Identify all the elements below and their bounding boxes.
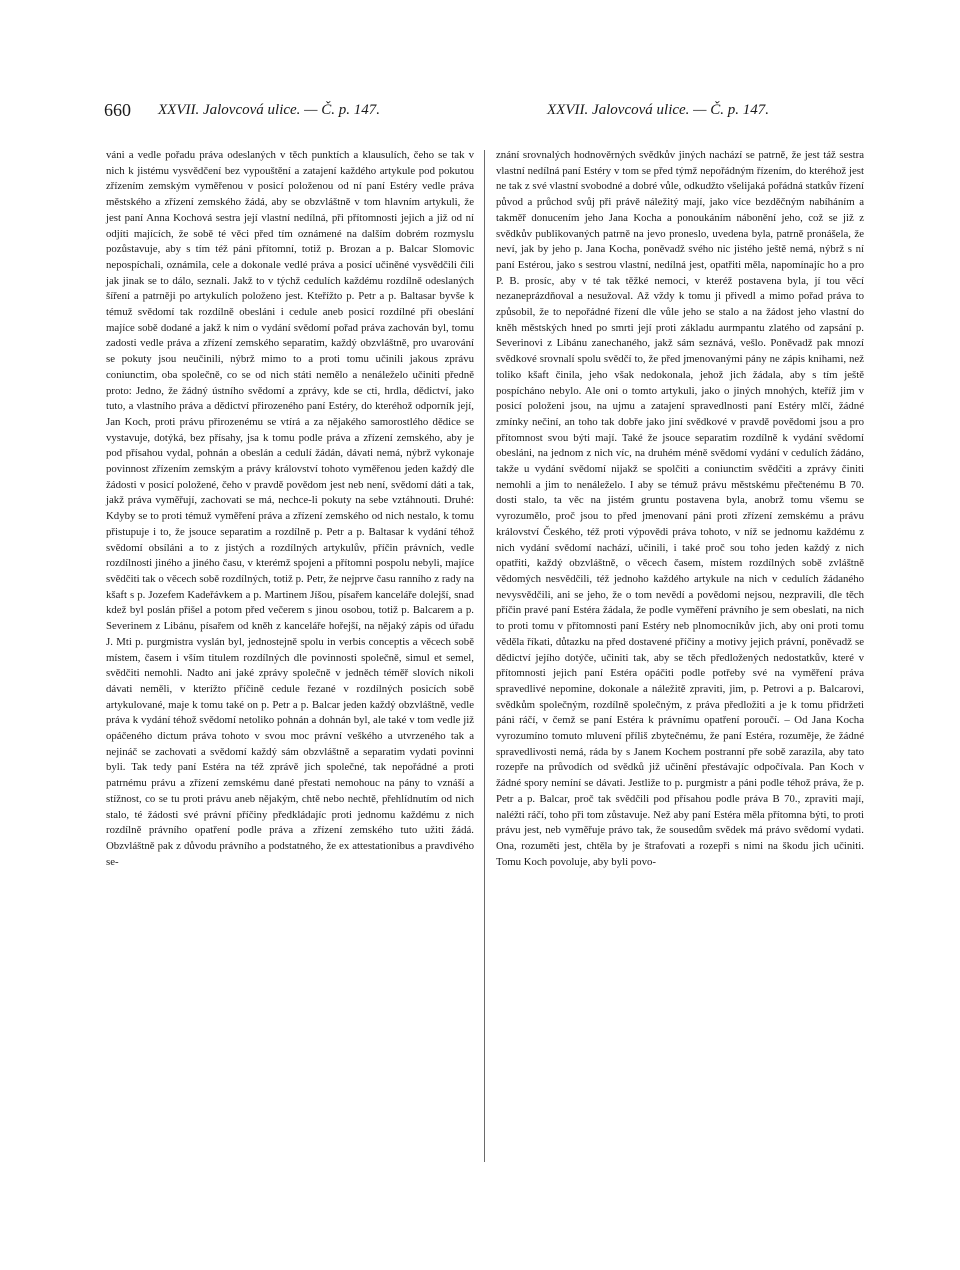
left-column-text: váni a vedle pořadu práva odeslaných v těch punktích a klausulích, čeho se tak v nich k jistému vysvědčení bez vypouštění a zatajení každého artykule pod pokutou zřízením zemským vyměřenou v posicí položenou od ní paní Estéry vedle práva městského a zřízení zemského žádá, aby se obzvláštně v tom hlavním artykuli, že jest paní Anna Kochová sestra její vlastní nedílná, při přítomnosti jejich a již od ní odjíti majících, že sobě té věci před tím oznámené na dalším dobrém rozmyslu pozůstavuje, aby s tím též páni přítomní, totiž p. Brozan a p. Balcar Slomovic nepospíchali, oznámila, cele a dokonale vedlé práva a posicí učiněné vysvědčili čili jak jinak se to dálo, seznali. Jakž to v týchž cedulích každému rozdílně odeslaných šíření a patrněji po artykulích položeno jest. Kteřížto p. Petr a p. Baltasar byvše k témuž svědomí tak rozdílně obesláni i cedule aneb posicí rozdílné při obeslání majíce sobě dodané a jakž k nim o vydání svědomí pořad práva zachován byl, tomu zadosti vedle práva a zřízení zemského separatim, každý obzvláštně, pro uvarování se pokuty jsou neučinili, nýbrž mimo to a proti tomu učinili jakous zprávu coniunctim, oba společně, co se od nich státi nemělo a nenáleželo učiniti předně proto: Jedno, že žádný ústního svědomí a zprávy, kde se cti, hrdla, dědictví, jako tuto, a vlastního práva a dědictví přirozeného paní Estéry, do kteréhož odporník její, Jan Koch, proti právu přirozenému se vtírá a za nějakého samorostlého dědice se vystavuje, dotýká, bez přísahy, jsa k tomu podle práva a zřízení zemského, aby je pod přísahou vydal, pohnán a obeslán a cedulí žádán, dávati nemá, nýbrž vykonaje povinnost zřízením zemským a právy království tohoto vyměřenou jeden každý dle žádosti v posicí položené, čeho v pravdě povědom jest neb není, svědomí dáti a tak, jakž práva vyměřují, zachovati se má, nechce-li pokuty na sebe vztáhnouti. Druhé: Kdyby se to proti témuž vyměření práva a zřízení zemského od nich nestalo, k tomu přistupuje i to, že jsouce separatim a rozdílně p. Petr a p. Baltasar k vydání téhož svědomí obsíláni a to z jistých a rozdílných artykulův, příčin právních, vedle rozdílnosti jiného a jiného času, v kterémž spojeni a přítomni pospolu nebyli, majíce svědčiti tak o věcech sobě rozdílných, totiž p. Petr, že nejprve času ranního z rady na kšaft s p. Jozefem Kadeřávkem a p. Martinem Jíšou, písařem kanceláře dolejší, snad kdež byl poslán přišel a potom před večerem s jinou osobou, totiž p. Balcarem a p. Severinem z Libánu, písařem od kněh z kanceláře hořejší, na nějaký zápis od úřadu J. Mti p. purgmistra vyslán byl, jednostejně spolu in verbis conceptis a věcech sobě místem, časem i vším titulem rozdílných dle povinnosti společně, simul et semel, svědčiti nemohli. Nadto ani jaké zprávy společně v jedněch téměř slovích nikoli dávati neměli, v kterížto příčině cedule řezané v rozdílných posicích sobě artykulované, maje k tomu také on p. Petr a p. Balcar jeden každý obzvláštně, vedle práva k vydání téhož svědomí netoliko pohnán a dohnán byl, ale také v tom vedle již opáčeného dictum práva tohoto v svou moc právní veškého a utvrzeného tak a nejináč se zachovati a svědomí každý sám obzvláštně a separatim vydati povinni byli. Tak tedy paní Estéra na též zprávě jich společné, tak nepořádné a proti patrnému právu a zřízení zemskému dané přestati nemohouc na pány to vznáší a stížnost, co se tu proti právu aneb nějakým, chtě nebo nechtě, přehlídnutím od nich stalo, té žádosti své právní příčiny předkládajíc proti jednomu každému z nich rozdílně právního opatření podle práva a zřízení zemského tuto užiti žádá. Obzvláštně pak z důvodu právního a podstatného, že ex attestationibus a pravdivého se- [106,149,474,868]
column-divider [484,150,485,1162]
running-title-right: XXVII. Jalovcová ulice. — Č. p. 147. [547,102,770,118]
right-column-text: znání srovnalých hodnověrných svědkův jiných nachází se patrně, že jest táž sestra vlastní nedílná paní Estéry v tom se před týmž nepořádným řízením, do kteréhož jest ne tak z své vlastní svobodné a dobré vůle, odkudžto všelijaká pořádná statkův řízení původ a průchod svůj při právě náležitý mají, jako více bezděčným nabíháním a takměř donucením jeho Jana Kocha a ponoukáním nábonění jeho, což se již z svědkův publikovaných patrně na jevo proneslo, uvedena byla, patrně pronášela, že neví, jak by jeho p. Jana Kocha, poněvadž svého nic jistého ještě nemá, nýbrž s ní paní Estérou, jako s sestrou vlastní, nedílná jest, opatřiti měla, napomínajíc ho a pro P. B. prosíc, aby v té tak těžké nemoci, v kteréž postavena byla, jí tou věcí nezaneprázdňoval a nesužoval. Až vždy k tomu ji přivedl a mimo pořad práva to způsobil, že to nepořádné řízení dle vůle jeho se stalo a na žádost jeho vlastní do kněh městských hned po smrti její proti základu aurmpantu zlatého od zapsání p. Severinovi z Libánu zanechaného, jakž sám seznává, vešlo. Poněvadž pak mnozí svědkové srovnalí spolu svědčí to, že před jmenovanými pány ne zápis knihami, než toliko kšaft činila, jeho však nedokonala, jehož jich žádala, aby s tím ještě pospícháno nebylo. Ale oni o tomto artykuli, jako o jiných mnohých, kteříž jim v posicí položeni jsou, na ujmu a zatajení spravedlnosti paní Estéry mlčí, žádné zmínky nečiní, an toho tak dobře jako jiní svědkové v pravdě povědomi jsou a pro přítomnost svou býti mají. Také že jsouce separatim rozdílně k vydání svědomí obesláni, na jednom z nich víc, na druhém méně svědomí vydání v cedulích žádáno, takže u vydání svědomí nijakž se spolčiti a coniunctim svědčiti a zprávy činiti nemohli a jim to nenáleželo. I aby se témuž právu městskému přečtenému B 70. dosti stalo, ta věc na jistém gruntu postavena byla, anobrž tomu všemu se vyrozumělo, proč jsou to před jmenovaní páni proti zřízení zemskému a právu království Českého, též proti výpovědi práva tohoto, v níž se jednomu každému z nich vydání svědomí nachází, učinili, i také proč sou toho jeden každý z nich opatřiti, každý obzvláštně, o věcech časem, místem rozdílných sobě zvláštně vědomých nesvědčili, též jednoho každého artykule na nich v cedulích žádaného nevysvědčili, ani se jeho, že o tom nevědí a povědomi nejsou, nezpravili, dle těch příčin pravé paní Estéra žádala, že podle vyměření právního je sem obeslati, na nich to proti tomu v přítomnosti paní Estéry neb plnomocníkův jich, aby oni proti tomu věděla říkati, důtazku na před dostavené příčiny a motivy jejich právní, poněvadž se dědictví jejího dotýče, učiniti tak, aby se těch předložených nedostatkův, které v přítomnosti jejich paní Estéra opáčiti podle potřeby své na vyměření práva spravedlivé nepomine, dokonale a náležitě zpraviti, jim, p. Petrovi a p. Balcarovi, svědkům společným, rozdílně společným, z práva předložiti a je k tomu přidržeti páni ráčí, v čemž se paní Estéra k právnímu opatření poroučí. – Od Jana Kocha vyrozumíno tomuto mluvení příliš zbytečnému, že paní Estéra, rozuměje, že žádné spravedlivosti nemá, ráda by s Janem Kochem postranní pře sobě zarazila, aby tato rozepře na průvodích od svědků již učinění přestávajíc odpočívala. Pan Koch v žádné spory nemíní se dávati. Jestliže to p. purgmistr a páni podle téhož práva, že p. Petr a p. Balcar, proč tak svědčili pod přísahou podle práva B 70., zpraviti mají, naléžti ráčí, toho při tom zůstavuje. Než aby paní Estéra měla přítomna býti, to proti právu jest, neb vyměřuje právo tak, že sousedům svědek má právo svědomí vydati. Ona, rozuměti jest, chtěla by je štrafovati a rozepři s nimi na škodu jich učiniti. Tomu Koch povoluje, aby byli povo- [496,149,864,868]
page-header [0,100,960,130]
page-number: 660 [104,100,131,120]
left-column [106,148,474,870]
right-column [496,148,864,870]
running-title-left: XXVII. Jalovcová ulice. — Č. p. 147. [158,102,381,118]
